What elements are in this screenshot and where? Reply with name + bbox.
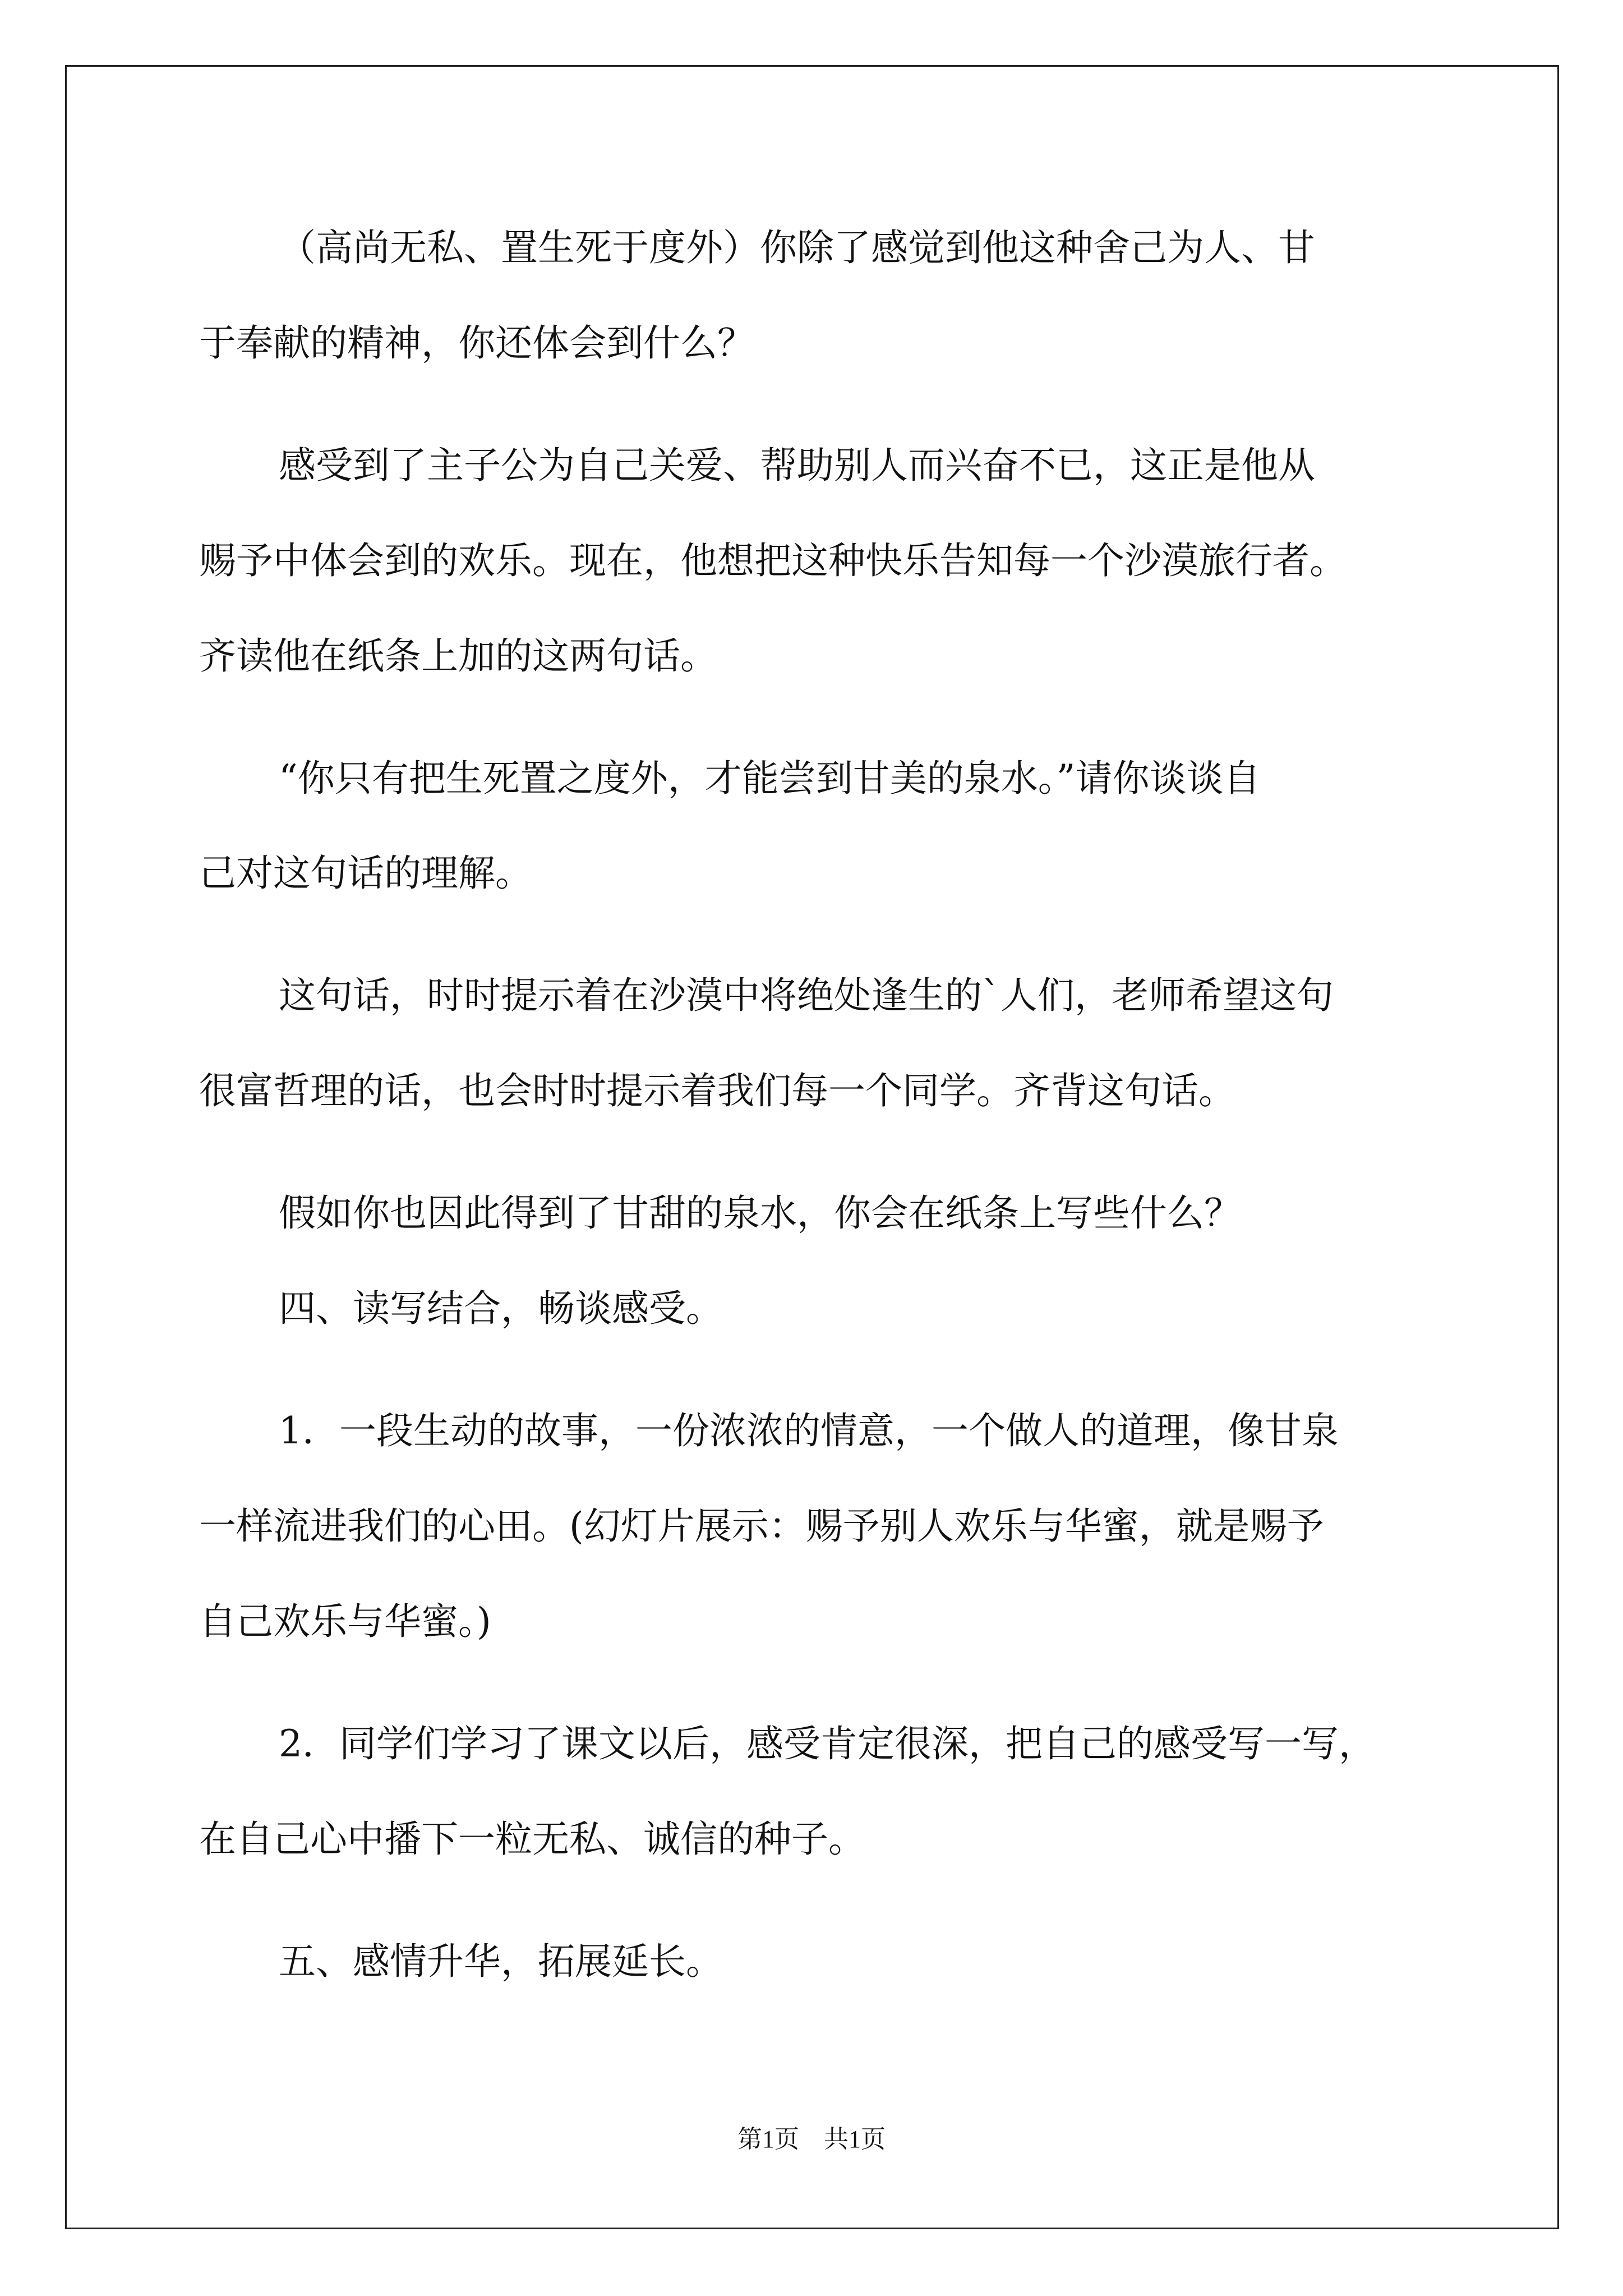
section-heading: 四、读写结合，畅谈感受。 (279, 1287, 723, 1330)
text-line: 一样流进我们的心田。(幻灯片展示：赐予别人欢乐与华蜜，就是赐予 (199, 1504, 1324, 1548)
text-line: 己对这句话的理解。 (199, 852, 532, 895)
text-line: 这句话，时时提示着在沙漠中将绝处逢生的`人们，老师希望这句 (279, 974, 1334, 1017)
text-line: 1．一段生动的故事，一份浓浓的情意，一个做人的道理，像甘泉 (279, 1409, 1339, 1452)
section-heading: 五、感情升华，拓展延长。 (279, 1940, 723, 1983)
text-line: 假如你也因此得到了甘甜的泉水，你会在纸条上写些什么？ (279, 1191, 1241, 1235)
text-line: （高尚无私、置生死于度外）你除了感觉到他这种舍己为人、甘 (279, 226, 1315, 269)
text-line: “你只有把生死置之度外，才能尝到甘美的泉水。”请你谈谈自 (279, 757, 1261, 800)
text-line: 自己欢乐与华蜜。) (199, 1600, 491, 1643)
text-line: 2．同学们学习了课文以后，感受肯定很深，把自己的感受写一写， (279, 1722, 1376, 1765)
text-line: 于奉献的精神，你还体会到什么？ (199, 321, 754, 365)
page-border (65, 65, 1559, 2229)
text-line: 感受到了主子公为自己关爱、帮助别人而兴奋不已，这正是他从 (279, 444, 1315, 487)
text-line: 赐予中体会到的欢乐。现在，他想把这种快乐告知每一个沙漠旅行者。 (199, 539, 1347, 582)
text-line: 在自己心中播下一粒无私、诚信的种子。 (199, 1818, 865, 1861)
page-number-footer: 第1页 共1页 (737, 2125, 886, 2153)
text-line: 齐读他在纸条上加的这两句话。 (199, 634, 717, 678)
text-line: 很富哲理的话，也会时时提示着我们每一个同学。齐背这句话。 (199, 1069, 1235, 1112)
